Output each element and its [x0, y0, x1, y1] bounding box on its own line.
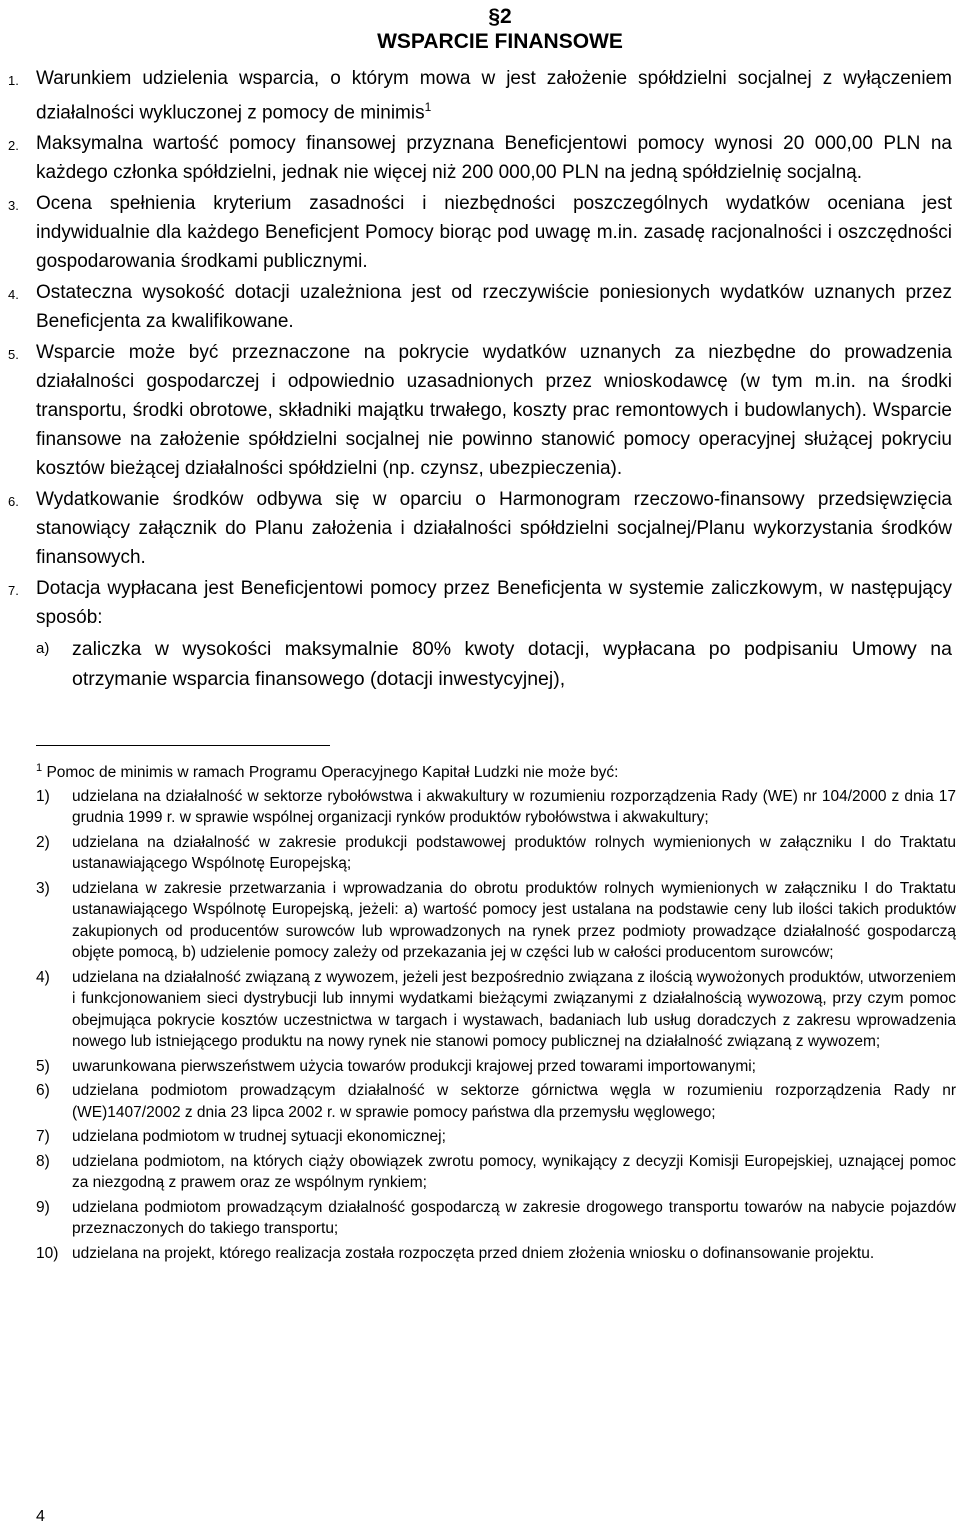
footnote-intro-text: Pomoc de minimis w ramach Programu Operacyjnego Kapitał Ludzki nie może być:	[46, 764, 619, 782]
footnote-item-number: 9)	[36, 1198, 50, 1216]
sub-list-item	[8, 634, 952, 694]
footnote-item-number: 1)	[36, 787, 50, 805]
footnote	[36, 758, 956, 1267]
sub-item-letter: a)	[36, 640, 50, 658]
footnote-item	[36, 1197, 956, 1240]
sub-item-text: zaliczka w wysokości maksymalnie 80% kwoty dotacji, wypłacana po podpisaniu Umowy na otrzymanie wsparcia finansowego (dotacji inwestycyjnej),	[72, 638, 952, 691]
item-number: 4.	[8, 287, 19, 303]
item-number: 6.	[8, 494, 19, 510]
footnote-item-text: udzielana podmiotom, na których ciąży obowiązek zwrotu pomocy, wynikający z decyzji Komisji Europejskiej, uznającej pomoc za niezgodną z prawem oraz ze wspólnym rynkiem;	[72, 1152, 956, 1192]
item-number: 7.	[8, 583, 19, 599]
item-text: Ostateczna wysokość dotacji uzależniona jest od rzeczywiście poniesionych wydatków uznanych przez Beneficjenta za kwalifikowane.	[36, 282, 952, 333]
footnote-item	[36, 878, 956, 964]
footnote-item	[36, 967, 956, 1053]
footnote-item-text: udzielana na projekt, którego realizacja została rozpoczęta przed dniem złożenia wniosku o dofinansowanie projektu.	[72, 1244, 875, 1262]
footnote-item	[36, 832, 956, 875]
item-text: Warunkiem udzielenia wsparcia, o którym mowa w jest założenie spółdzielni socjalnej z wyłączeniem działalności wykluczonej z pomocy de minimis	[36, 68, 952, 124]
list-item	[8, 485, 952, 572]
footnote-item-text: udzielana podmiotom prowadzącym działalność gospodarczą w zakresie drogowego transportu towarów na nabycie pojazdów przeznaczonych do takiego transportu;	[72, 1198, 956, 1238]
footnote-item-text: udzielana podmiotom prowadzącym działalność w sektorze górnictwa węgla w rozumieniu rozporządzenia Rady nr (WE)1407/2002 z dnia 23 lipca 2002 r. w sprawie pomocy państwa dla przemysłu węglowego;	[72, 1082, 956, 1121]
footnote-item-number: 6)	[36, 1082, 50, 1100]
section-number: §2	[488, 5, 512, 28]
list-item	[8, 189, 952, 276]
main-list	[8, 64, 952, 694]
footnote-item-text: udzielana podmiotom w trudnej sytuacji ekonomicznej;	[72, 1128, 446, 1146]
footnote-intro	[36, 758, 956, 784]
footnote-item	[36, 786, 956, 829]
footnote-item	[36, 1126, 956, 1148]
footnote-item-number: 7)	[36, 1128, 50, 1146]
list-item	[8, 64, 952, 127]
footnote-item	[36, 1080, 956, 1123]
footnote-item-number: 3)	[36, 879, 50, 897]
footnote-item-number: 8)	[36, 1152, 50, 1170]
footnote-item-text: udzielana na działalność związaną z wywozem, jeżeli jest bezpośrednio związana z ilością wywożonych produktów, utworzeniem i funkcjonowaniem sieci dystrybucji lub innymi wydatkami bieżącymi związanymi z działalnością wywozową, przy czym pomoc obejmująca pokrycie kosztów uczestnictwa w targach i wystawach, badaniach lub usług doradczych z zakresu wprowadzenia nowego lub istniejącego produktu na nowy rynek nie stanowi pomocy publicznej na działalność związaną z wywozem;	[72, 968, 956, 1051]
footnote-item-number: 2)	[36, 833, 50, 851]
item-number: 2.	[8, 138, 19, 154]
footnote-item-text: udzielana na działalność w sektorze rybołówstwa i akwakultury w rozumieniu rozporządzenia Rady (WE) nr 104/2000 z dnia 17 grudnia 1999 r. w sprawie wspólnej organizacji rynków produktów rybołówstwa i akwakultury;	[72, 787, 956, 827]
item-text: Ocena spełnienia kryterium zasadności i niezbędności poszczególnych wydatków oceniana jest indywidualnie dla każdego Beneficjent Pomocy biorąc pod uwagę m.in. zasadę racjonalności i oszczędności gospodarowania środkami publicznymi.	[36, 193, 952, 273]
footnote-item-number: 5)	[36, 1057, 50, 1075]
footnote-mark: 1	[36, 762, 43, 774]
list-item	[8, 574, 952, 632]
item-number: 1.	[8, 73, 19, 88]
item-number: 3.	[8, 198, 19, 214]
section-title: WSPARCIE FINANSOWE	[377, 30, 623, 53]
list-item	[8, 278, 952, 336]
item-text: Wsparcie może być przeznaczone na pokrycie wydatków uznanych za niezbędne do prowadzenia działalności gospodarczej i odpowiednio uzasadnionych przez wnioskodawcę (w tym m.in. na środki transportu, środki obrotowe, składniki majątku trwałego, koszty prac remontowych i budowlanych). Wsparcie finansowe na założenie spółdzielni socjalnej nie powinno stanowić pomocy operacyjnej służącej pokryciu kosztów bieżącej działalności spółdzielni (np. czynsz, ubezpieczenia).	[36, 342, 952, 480]
footnote-separator	[36, 745, 330, 746]
item-number: 5.	[8, 347, 19, 363]
item-text: Maksymalna wartość pomocy finansowej przyznana Beneficjentowi pomocy wynosi 20 000,00 PLN na każdego członka spółdzielni, jednak nie więcej niż 200 000,00 PLN na jedną spółdzielnię socjalną.	[36, 133, 952, 184]
page-number: 4	[36, 1508, 45, 1525]
footnote-item-number: 10)	[36, 1244, 59, 1262]
footnote-item	[36, 1056, 956, 1078]
footnote-item-text: udzielana w zakresie przetwarzania i wprowadzania do obrotu produktów rolnych wymienionych w załączniku I do Traktatu ustanawiającego Wspólnotę Europejską, jeżeli: a) wartość pomocy jest ustalana na podstawie ceny lub ilości takich produktów zakupionych od producentów surowców lub wprowadzonych na rynek przez podmioty prowadzące działalność gospodarczą objęte pomocą, b) udzielenie pomocy zależy od przekazania jej w części lub w całości producentom surowców;	[72, 879, 956, 962]
footnote-item	[36, 1243, 956, 1265]
footnote-ref[interactable]: 1	[424, 100, 432, 114]
footnote-item-text: uwarunkowana pierwszeństwem użycia towarów produkcji krajowej przed towarami importowanymi;	[72, 1057, 756, 1075]
list-item	[8, 338, 952, 483]
footnote-item	[36, 1151, 956, 1194]
footnote-item-text: udzielana na działalność w zakresie produkcji podstawowej produktów rolnych wymienionych w załączniku I do Traktatu ustanawiającego Wspólnotę Europejską;	[72, 833, 956, 873]
footnote-item-number: 4)	[36, 968, 50, 986]
item-text: Wydatkowanie środków odbywa się w oparciu o Harmonogram rzeczowo-finansowy przedsięwzięcia stanowiący załącznik do Planu założenia i działalności spółdzielni socjalnej/Planu wykorzystania środków finansowych.	[36, 489, 952, 569]
item-text: Dotacja wypłacana jest Beneficjentowi pomocy przez Beneficjenta w systemie zaliczkowym, w następujący sposób:	[36, 578, 952, 629]
list-item	[8, 129, 952, 187]
